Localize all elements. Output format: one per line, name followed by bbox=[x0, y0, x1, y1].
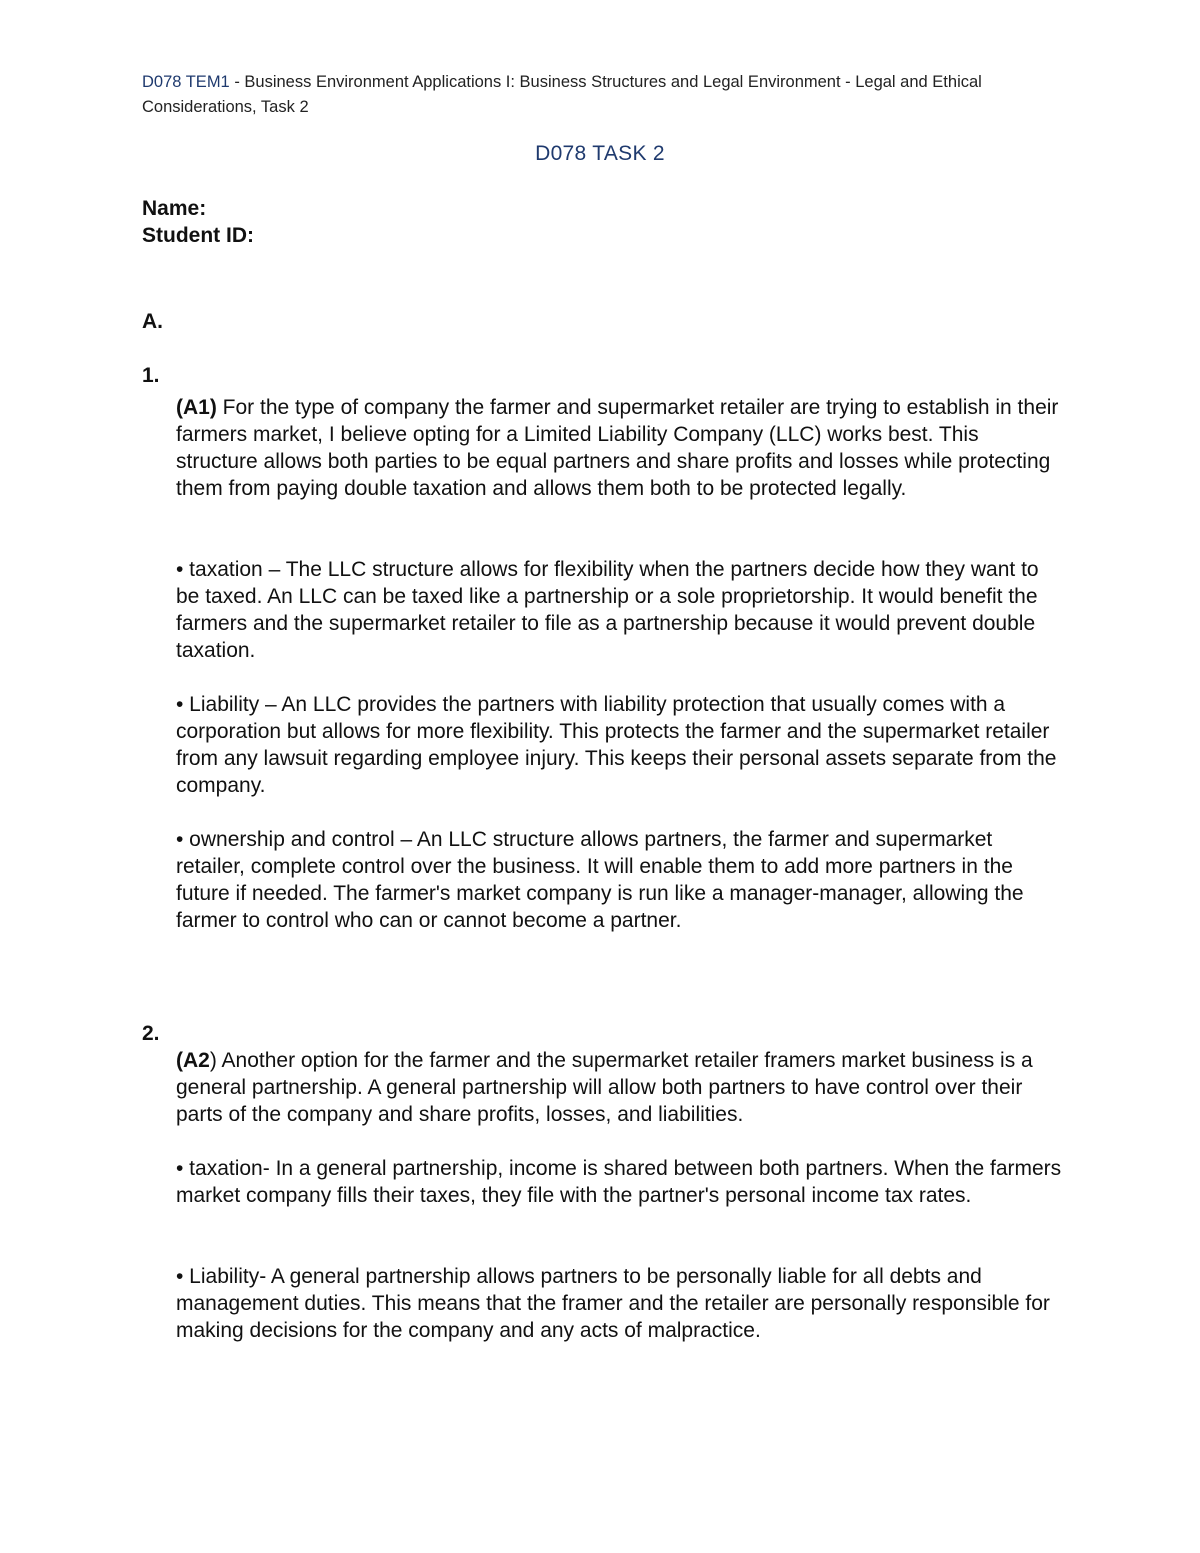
item-1-ownership-bullet: • ownership and control – An LLC structure allows partners, the farmer and supermarket retailer, complete control over the business. It will enable them to add more partners in the future if needed. The farmer's market company is run like a manager-manager, allowing the farmer to control who can or cannot become a partner. bbox=[176, 828, 1024, 932]
student-id-label: Student ID: bbox=[142, 224, 254, 247]
a1-text: For the type of company the farmer and supermarket retailer are trying to establish in their farmers market, I believe opting for a Limited Liability Company (LLC) works best. This structure allows both parties to be equal partners and share profits and losses while protecting them from paying double taxation and allows them both to be protected legally. bbox=[176, 396, 1059, 500]
section-a-heading: A. bbox=[142, 310, 163, 333]
name-label: Name: bbox=[142, 197, 207, 220]
a2-text: ) Another option for the farmer and the supermarket retailer framers market business is a general partnership. A general partnership will allow both partners to have control over their parts of the company and share profits, losses, and liabilities. bbox=[176, 1049, 1033, 1126]
course-code: D078 TEM1 bbox=[142, 73, 230, 91]
item-2-intro-paragraph bbox=[176, 1047, 1066, 1128]
course-description: - Business Environment Applications I: Business Structures and Legal Environment - Legal and Ethical Considerations, Task 2 bbox=[142, 73, 982, 116]
item-1-intro-paragraph bbox=[176, 394, 1066, 502]
item-2-number: 2. bbox=[142, 1022, 160, 1045]
item-1-number: 1. bbox=[142, 364, 160, 387]
item-2-liability-bullet: • Liability- A general partnership allows partners to be personally liable for all debts and management duties. This means that the framer and the retailer are personally responsible for making decisions for the company and any acts of malpractice. bbox=[176, 1265, 1050, 1342]
document-header bbox=[142, 70, 1062, 120]
a2-tag: (A2 bbox=[176, 1049, 210, 1072]
item-2-taxation-bullet: • taxation- In a general partnership, income is shared between both partners. When the farmers market company fills their taxes, they file with the partner's personal income tax rates. bbox=[176, 1157, 1062, 1207]
a1-tag: (A1) bbox=[176, 396, 217, 419]
item-1-taxation-bullet: • taxation – The LLC structure allows for flexibility when the partners decide how they want to be taxed. An LLC can be taxed like a partnership or a sole proprietorship. It would benefit the farmers and the supermarket retailer to file as a partnership because it would prevent double taxation. bbox=[176, 558, 1039, 662]
item-1-liability-bullet: • Liability – An LLC provides the partners with liability protection that usually comes with a corporation but allows for more flexibility. This protects the farmer and the supermarket retailer from any lawsuit regarding employee injury. This keeps their personal assets separate from the company. bbox=[176, 693, 1057, 797]
document-title: D078 TASK 2 bbox=[535, 142, 665, 165]
